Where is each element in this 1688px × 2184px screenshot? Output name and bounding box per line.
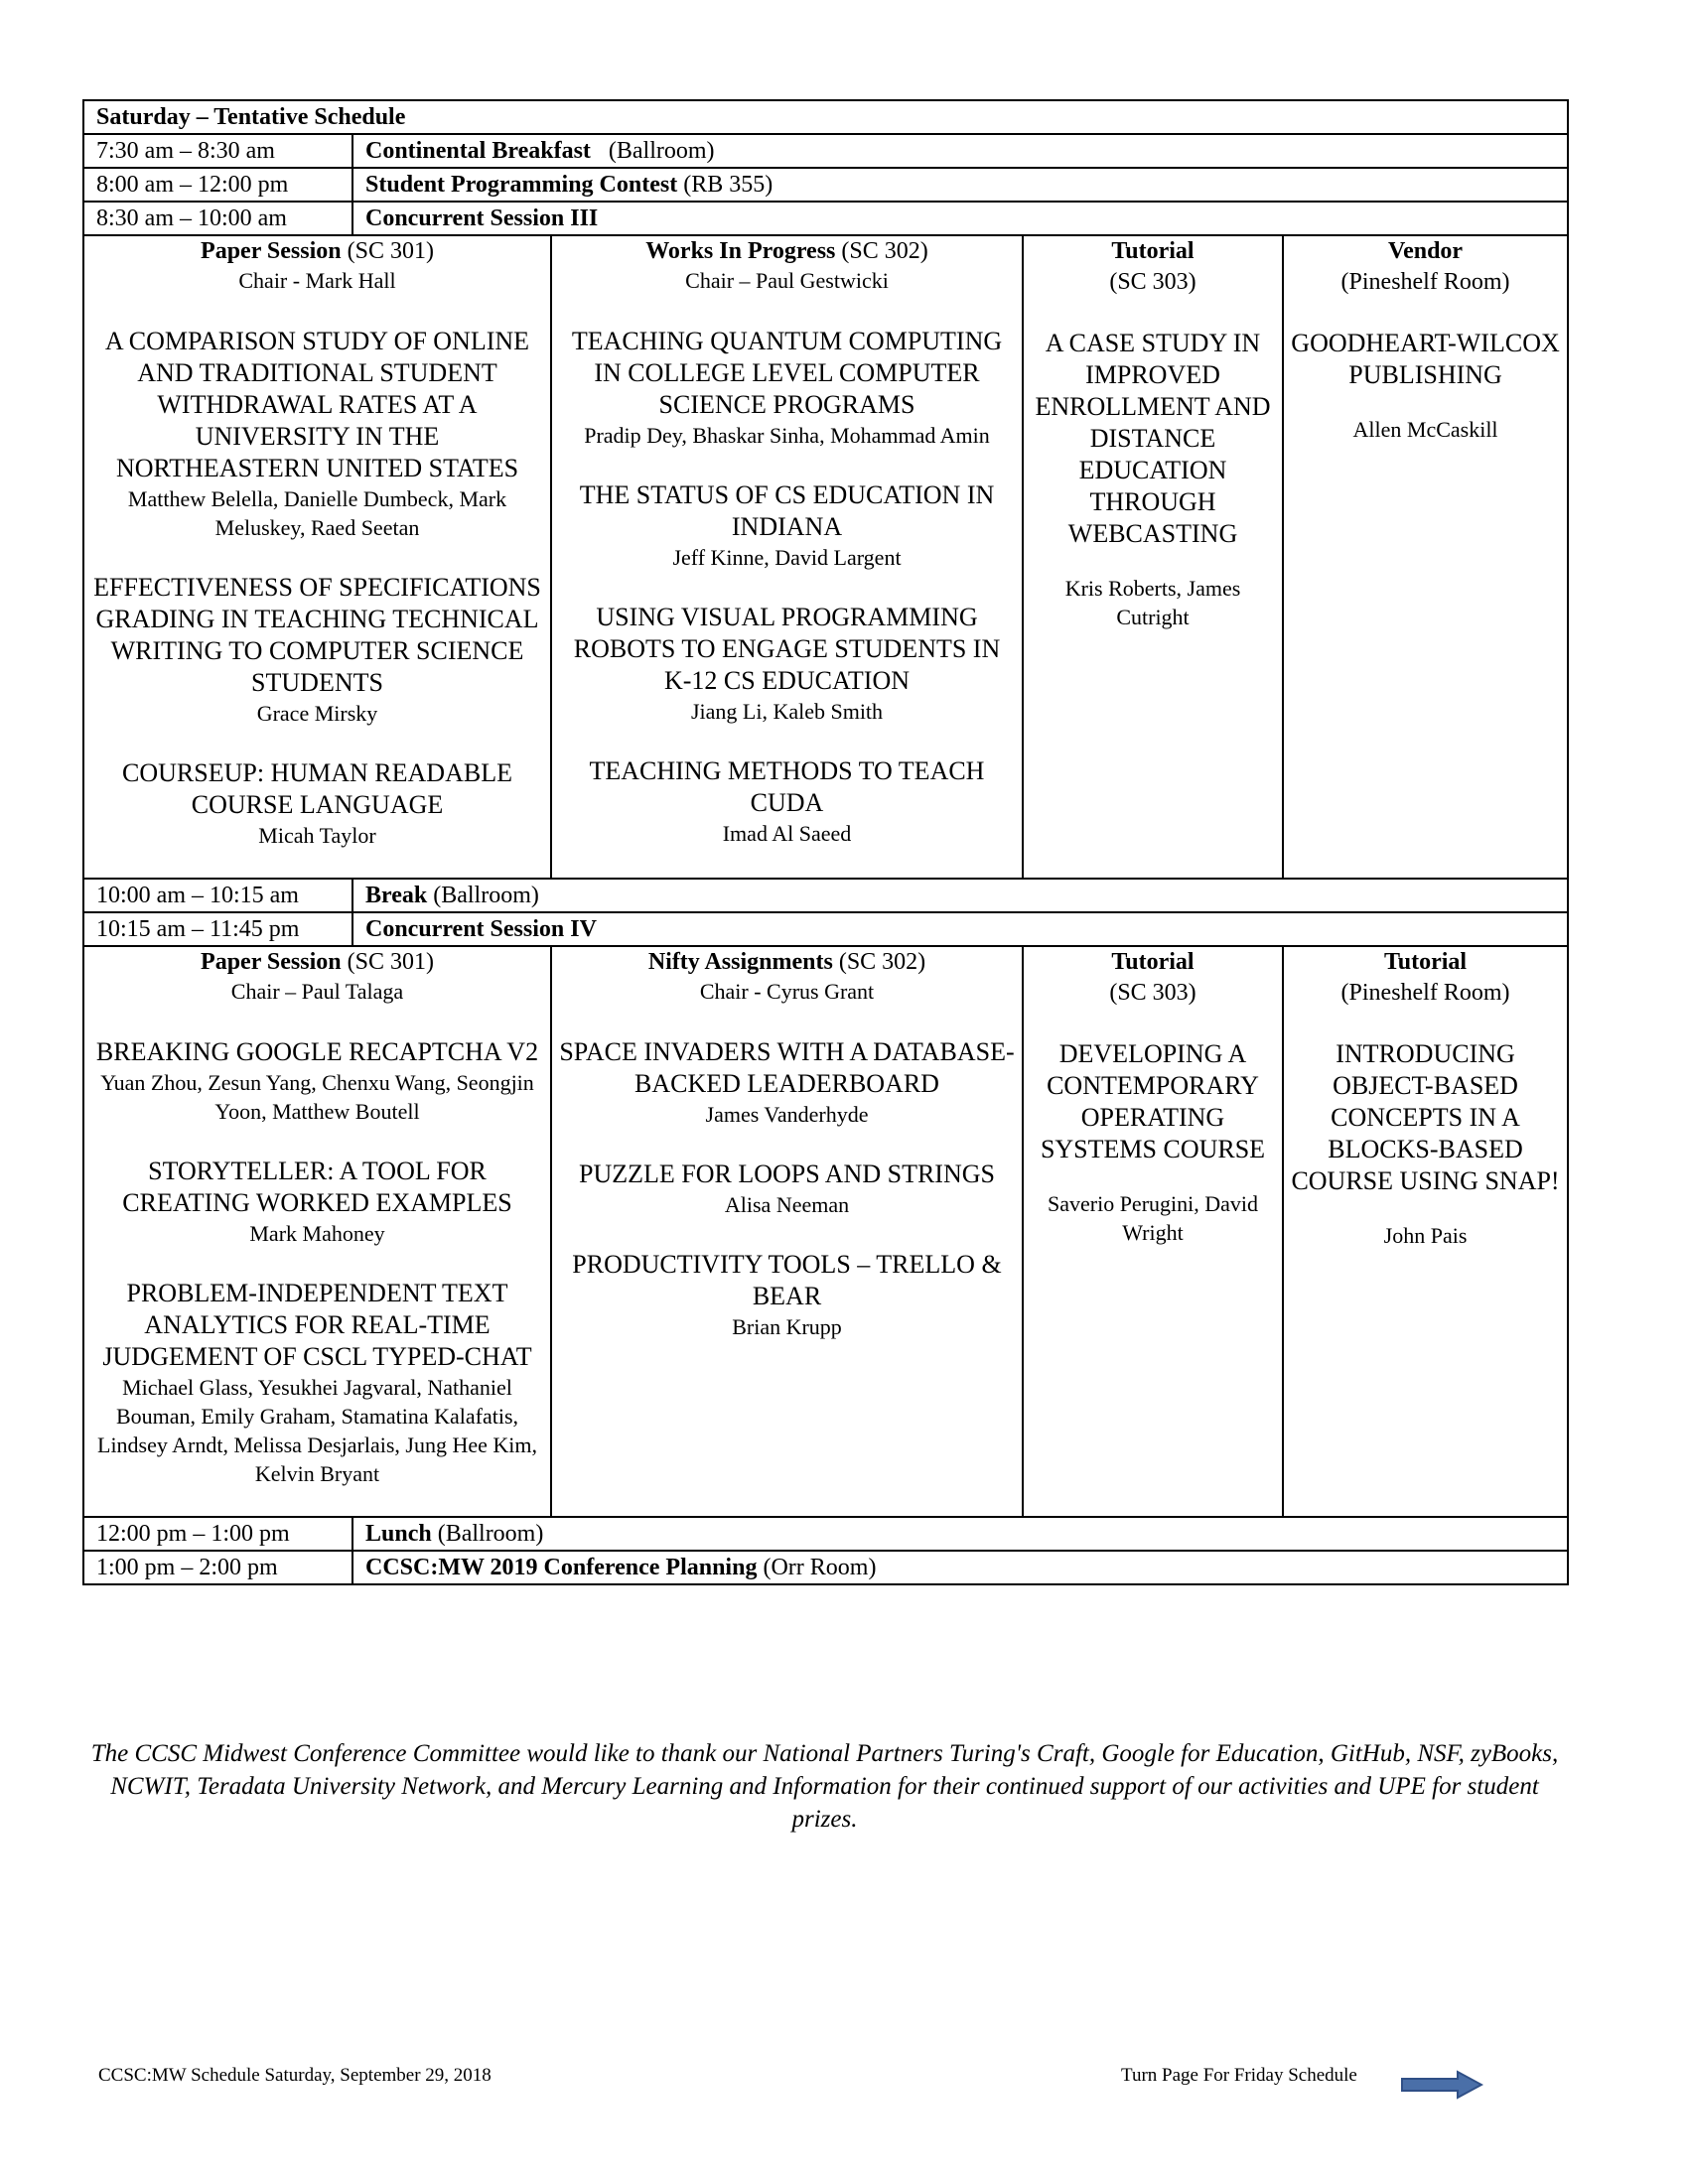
track-room: (SC 303) <box>1109 980 1196 1006</box>
talk-authors: Mark Mahoney <box>249 1221 385 1246</box>
event-name: Concurrent Session III <box>365 205 599 231</box>
talk-title: GOODHEART-WILCOX PUBLISHING <box>1291 329 1560 389</box>
talk-title: USING VISUAL PROGRAMMING ROBOTS TO ENGAGE STUDENTS IN K-12 CS EDUCATION <box>573 603 1001 695</box>
event-location: (Ballroom) <box>608 138 715 164</box>
track-name <box>1290 236 1561 266</box>
session-3-track-2 <box>551 235 1023 879</box>
talk-authors: Jiang Li, Kaleb Smith <box>690 699 884 724</box>
schedule-row <box>83 202 1568 235</box>
event-cell <box>352 134 1568 168</box>
event-name: Break <box>365 883 428 908</box>
schedule-row <box>83 168 1568 202</box>
event-cell <box>352 1551 1568 1584</box>
talk-title: THE STATUS OF CS EDUCATION IN INDIANA <box>579 480 995 541</box>
event-name: CCSC:MW 2019 Conference Planning <box>365 1555 758 1580</box>
event-cell <box>352 912 1568 946</box>
talk-title: TEACHING METHODS TO TEACH CUDA <box>589 756 985 817</box>
track-name-text: Tutorial <box>1383 949 1468 975</box>
session-4-track-3 <box>1023 946 1283 1517</box>
talk-title: PRODUCTIVITY TOOLS – TRELLO & BEAR <box>572 1250 1002 1310</box>
session-3-track-4 <box>1283 235 1568 879</box>
schedule-row <box>83 1517 1568 1551</box>
event-cell <box>352 168 1568 202</box>
schedule-title-row <box>83 100 1568 134</box>
track-name-text: Vendor <box>1387 238 1464 264</box>
talk-title: EFFECTIVENESS OF SPECIFICATIONS GRADING IN TEACHING TECHNICAL WRITING TO COMPUTER SCIENCE STUDENTS <box>93 573 541 697</box>
time-cell: 1:00 pm – 2:00 pm <box>83 1551 352 1584</box>
thanks-note: The CCSC Midwest Conference Committee would like to thank our National Partners Turing's Craft, Google for Education, GitHub, NSF, zyBooks, NCWIT, Teradata University Network, and Mercury Learning and Information for their continued support of our activities and UPE for student prizes. <box>90 1740 1559 1833</box>
track-header <box>558 947 1016 977</box>
talk-authors: Grace Mirsky <box>256 701 378 726</box>
talk-authors: Saverio Perugini, David Wright <box>1047 1191 1259 1245</box>
time-cell: 10:15 am – 11:45 pm <box>83 912 352 946</box>
track-room: (SC 302) <box>838 949 926 975</box>
session-4-track-1 <box>83 946 551 1517</box>
time-cell: 10:00 am – 10:15 am <box>83 879 352 912</box>
session-4-track-4 <box>1283 946 1568 1517</box>
session-4-track-2 <box>551 946 1023 1517</box>
footer-left: CCSC:MW Schedule Saturday, September 29, 2018 <box>98 2065 492 2086</box>
track-name <box>1030 236 1276 266</box>
talk-authors: Matthew Belella, Danielle Dumbeck, Mark Meluskey, Raed Seetan <box>127 486 507 540</box>
track-header <box>90 947 544 977</box>
track-name: Works In Progress <box>645 238 836 264</box>
talk-title: TEACHING QUANTUM COMPUTING IN COLLEGE LEVEL COMPUTER SCIENCE PROGRAMS <box>571 327 1003 419</box>
talk-title: SPACE INVADERS WITH A DATABASE-BACKED LEADERBOARD <box>559 1037 1015 1098</box>
talk-authors: Brian Krupp <box>732 1314 842 1339</box>
talk-title: PROBLEM-INDEPENDENT TEXT ANALYTICS FOR REAL-TIME JUDGEMENT OF CSCL TYPED-CHAT <box>102 1279 532 1371</box>
track-room: (Pineshelf Room) <box>1340 269 1510 295</box>
talk-authors: Jeff Kinne, David Largent <box>672 545 902 570</box>
right-arrow-icon <box>1400 2069 1483 2101</box>
track-name: Paper Session <box>201 949 342 975</box>
time-cell: 8:30 am – 10:00 am <box>83 202 352 235</box>
talk-authors: Imad Al Saeed <box>722 821 852 846</box>
track-name-text: Tutorial <box>1111 238 1195 264</box>
session-3-row <box>83 235 1568 879</box>
event-name: Continental Breakfast <box>365 138 591 164</box>
schedule-row <box>83 879 1568 912</box>
talk-authors: John Pais <box>1383 1223 1468 1248</box>
track-room: (Pineshelf Room) <box>1340 980 1510 1006</box>
track-chair: Chair – Paul Talaga <box>230 979 404 1004</box>
event-name: Concurrent Session IV <box>365 916 597 942</box>
talk-title: PUZZLE FOR LOOPS AND STRINGS <box>579 1160 995 1188</box>
event-name: Lunch <box>365 1521 432 1547</box>
talk-title: A CASE STUDY IN IMPROVED ENROLLMENT AND DISTANCE EDUCATION THROUGH WEBCASTING <box>1035 329 1271 548</box>
event-location: (RB 355) <box>683 172 774 198</box>
talk-title: DEVELOPING A CONTEMPORARY OPERATING SYSTEMS COURSE <box>1040 1039 1266 1163</box>
schedule-row <box>83 134 1568 168</box>
track-name <box>1030 947 1276 977</box>
time-cell: 7:30 am – 8:30 am <box>83 134 352 168</box>
footer-right: Turn Page For Friday Schedule <box>1121 2065 1357 2086</box>
event-name: Student Programming Contest <box>365 172 678 198</box>
event-cell <box>352 202 1568 235</box>
event-location: (Ballroom) <box>437 1521 544 1547</box>
track-name <box>1290 947 1561 977</box>
session-3-track-1 <box>83 235 551 879</box>
talk-title: BREAKING GOOGLE RECAPTCHA V2 <box>95 1037 539 1066</box>
event-location: (Ballroom) <box>433 883 539 908</box>
schedule-table <box>82 99 1569 1585</box>
event-cell <box>352 1517 1568 1551</box>
talk-authors: Micah Taylor <box>258 823 376 848</box>
talk-authors: Michael Glass, Yesukhei Jagvaral, Nathaniel Bouman, Emily Graham, Stamatina Kalafatis, Lindsey Arndt, Melissa Desjarlais, Jung Hee Kim, Kelvin Bryant <box>97 1375 537 1486</box>
talk-title: STORYTELLER: A TOOL FOR CREATING WORKED EXAMPLES <box>122 1157 512 1217</box>
session-4-row <box>83 946 1568 1517</box>
track-name: Nifty Assignments <box>647 949 833 975</box>
track-name: Paper Session <box>201 238 342 264</box>
event-cell <box>352 879 1568 912</box>
talk-authors: Alisa Neeman <box>724 1192 850 1217</box>
talk-authors: Kris Roberts, James Cutright <box>1064 576 1241 629</box>
track-room: (SC 303) <box>1109 269 1196 295</box>
time-cell: 8:00 am – 12:00 pm <box>83 168 352 202</box>
schedule-title: Saturday – Tentative Schedule <box>83 100 1568 134</box>
track-room: (SC 302) <box>841 238 928 264</box>
time-cell: 12:00 pm – 1:00 pm <box>83 1517 352 1551</box>
track-header <box>558 236 1016 266</box>
track-room: (SC 301) <box>347 949 434 975</box>
talk-authors: Allen McCaskill <box>1352 417 1498 442</box>
track-header <box>90 236 544 266</box>
talk-title: A COMPARISON STUDY OF ONLINE AND TRADITIONAL STUDENT WITHDRAWAL RATES AT A UNIVERSITY IN THE NORTHEASTERN UNITED STATES <box>104 327 530 482</box>
track-name-text: Tutorial <box>1111 949 1195 975</box>
event-location: (Orr Room) <box>763 1555 877 1580</box>
talk-authors: Pradip Dey, Bhaskar Sinha, Mohammad Amin <box>584 423 990 448</box>
talk-authors: Yuan Zhou, Zesun Yang, Chenxu Wang, Seongjin Yoon, Matthew Boutell <box>100 1070 534 1124</box>
track-chair: Chair - Cyrus Grant <box>699 979 875 1004</box>
talk-title: COURSEUP: HUMAN READABLE COURSE LANGUAGE <box>122 758 512 819</box>
track-room: (SC 301) <box>347 238 434 264</box>
track-chair: Chair – Paul Gestwicki <box>685 268 889 293</box>
talk-authors: James Vanderhyde <box>705 1102 869 1127</box>
track-chair: Chair - Mark Hall <box>238 268 396 293</box>
schedule-row <box>83 1551 1568 1584</box>
talk-title: INTRODUCING OBJECT-BASED CONCEPTS IN A BLOCKS-BASED COURSE USING SNAP! <box>1291 1039 1560 1195</box>
schedule-row <box>83 912 1568 946</box>
session-3-track-3 <box>1023 235 1283 879</box>
